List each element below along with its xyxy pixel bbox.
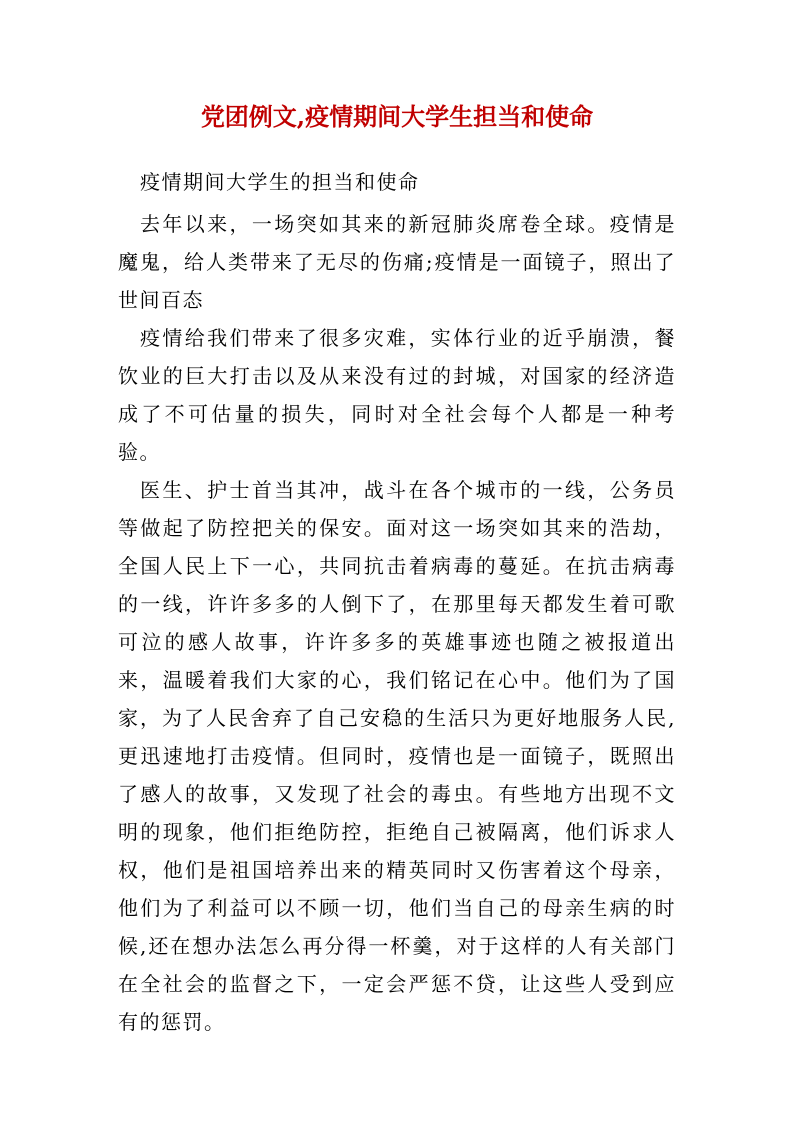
document-subtitle: 疫情期间大学生的担当和使命 [140, 170, 420, 194]
document-body [118, 163, 676, 1041]
paragraph-3: 医生、护士首当其冲，战斗在各个城市的一线，公务员等做起了防控把关的保安。面对这一场突如其来的浩劫，全国人民上下一心，共同抗击着病毒的蔓延。在抗击病毒的一线，许许多多的人倒下了，在那里每天都发生着可歌可泣的感人故事，许许多多的英雄事迹也随之被报道出来，温暖着我们大家的心，我们铭记在心中。他们为了国家，为了人民舍弃了自己安稳的生活只为更好地服务人民,更迅速地打击疫情。但同时，疫情也是一面镜子，既照出了感人的故事，又发现了社会的毒虫。有些地方出现不文明的现象，他们拒绝防控，拒绝自己被隔离，他们诉求人权，他们是祖国培养出来的精英同时又伤害着这个母亲，他们为了利益可以不顾一切，他们当自己的母亲生病的时候,还在想办法怎么再分得一杯羹，对于这样的人有关部门在全社会的监督之下，一定会严惩不贷，让这些人受到应有的惩罚。 [118, 478, 676, 1034]
paragraph-2: 疫情给我们带来了很多灾难，实体行业的近乎崩溃，餐饮业的巨大打击以及从来没有过的封城，对国家的经济造成了不可估量的损失，同时对全社会每个人都是一种考验。 [118, 326, 676, 464]
page-title: 党团例文,疫情期间大学生担当和使命 [200, 102, 594, 131]
paragraph-1: 去年以来，一场突如其来的新冠肺炎席卷全球。疫情是魔鬼，给人类带来了无尽的伤痛;疫情是一面镜子，照出了世间百态 [118, 212, 676, 312]
